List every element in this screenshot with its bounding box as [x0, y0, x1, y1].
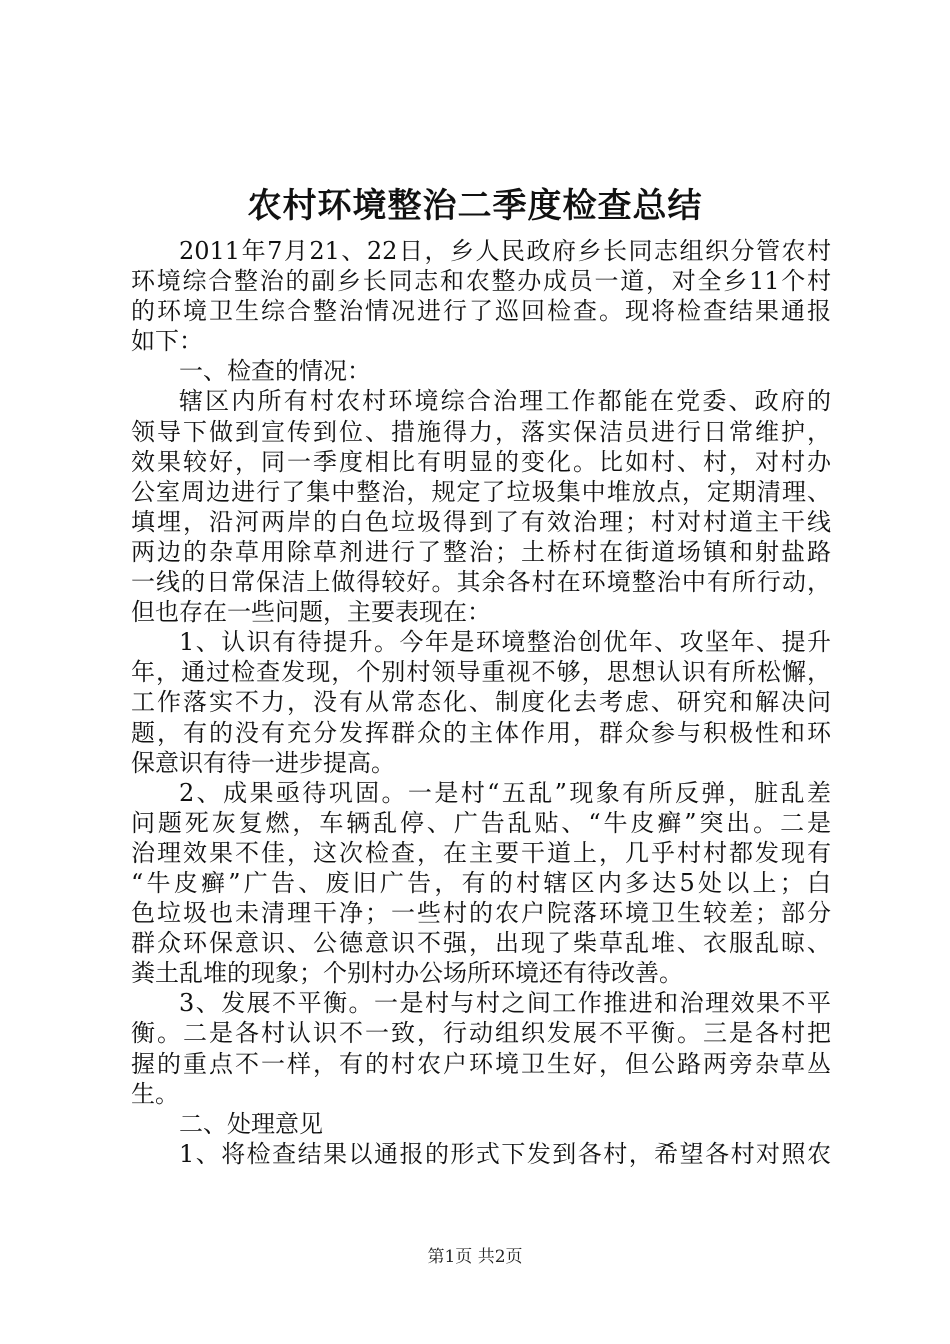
text-line: 1、认识有待提升。今年是环境整治创优年、攻坚年、提升 [179, 628, 831, 657]
text-line: 但也存在一些问题，主要表现在： [131, 598, 491, 627]
document-title: 农村环境整治二季度检查总结 [247, 186, 703, 226]
text-line: 辖区内所有村农村环境综合治理工作都能在党委、政府的 [179, 387, 831, 416]
text-line: 公室周边进行了集中整治，规定了垃圾集中堆放点，定期清理、 [131, 477, 831, 506]
text-line: 年，通过检查发现，个别村领导重视不够，思想认识有所松懈， [131, 658, 831, 687]
text-line: 如下： [131, 327, 203, 356]
text-line: 工作落实不力，没有从常态化、制度化去考虑、研究和解决问 [131, 688, 831, 717]
text-line: 色垃圾也未清理干净；一些村的农户院落环境卫生较差；部分 [131, 899, 831, 928]
text-line: 粪土乱堆的现象；个别村办公场所环境还有待改善。 [131, 959, 683, 988]
text-line: 效果较好，同一季度相比有明显的变化。比如村、村，对村办 [131, 447, 831, 476]
text-line: 群众环保意识、公德意识不强，出现了柴草乱堆、衣服乱晾、 [131, 929, 831, 958]
text-line: 二、处理意见 [179, 1109, 323, 1138]
text-line: 衡。二是各村认识不一致，行动组织发展不平衡。三是各村把 [131, 1019, 831, 1048]
text-line: 的环境卫生综合整治情况进行了巡回检查。现将检查结果通报 [131, 297, 831, 326]
text-line: 两边的杂草用除草剂进行了整治；土桥村在街道场镇和射盐路 [131, 537, 831, 566]
text-line: 1、将检查结果以通报的形式下发到各村，希望各村对照农 [179, 1139, 831, 1168]
text-line: 问题死灰复燃，车辆乱停、广告乱贴、“牛皮癣”突出。二是 [131, 808, 831, 837]
text-line: 领导下做到宣传到位、措施得力，落实保洁员进行日常维护， [131, 417, 831, 446]
text-line: 3、发展不平衡。一是村与村之间工作推进和治理效果不平 [179, 989, 831, 1018]
text-line: 生。 [131, 1079, 179, 1108]
text-line: 握的重点不一样，有的村农户环境卫生好，但公路两旁杂草丛 [131, 1049, 831, 1078]
text-line: 治理效果不佳，这次检查，在主要干道上，几乎村村都发现有 [131, 838, 831, 867]
text-line: 2、成果亟待巩固。一是村“五乱”现象有所反弹，脏乱差 [179, 778, 831, 807]
text-line: 环境综合整治的副乡长同志和农整办成员一道，对全乡11个村 [131, 267, 831, 296]
text-line: 一、检查的情况： [179, 357, 371, 386]
text-line: 保意识有待一进步提高。 [131, 748, 395, 777]
text-line: 填埋，沿河两岸的白色垃圾得到了有效治理；村对村道主干线 [131, 507, 831, 536]
text-line: “牛皮癣”广告、废旧广告，有的村辖区内多达5处以上；白 [131, 868, 831, 897]
text-line: 题，有的没有充分发挥群众的主体作用，群众参与积极性和环 [131, 718, 831, 747]
document-body [131, 236, 831, 1169]
page-footer: 第1页 共2页 [427, 1247, 523, 1267]
text-line: 2011年7月21、22日，乡人民政府乡长同志组织分管农村 [179, 237, 831, 265]
text-line: 一线的日常保洁上做得较好。其余各村在环境整治中有所行动， [131, 568, 831, 597]
